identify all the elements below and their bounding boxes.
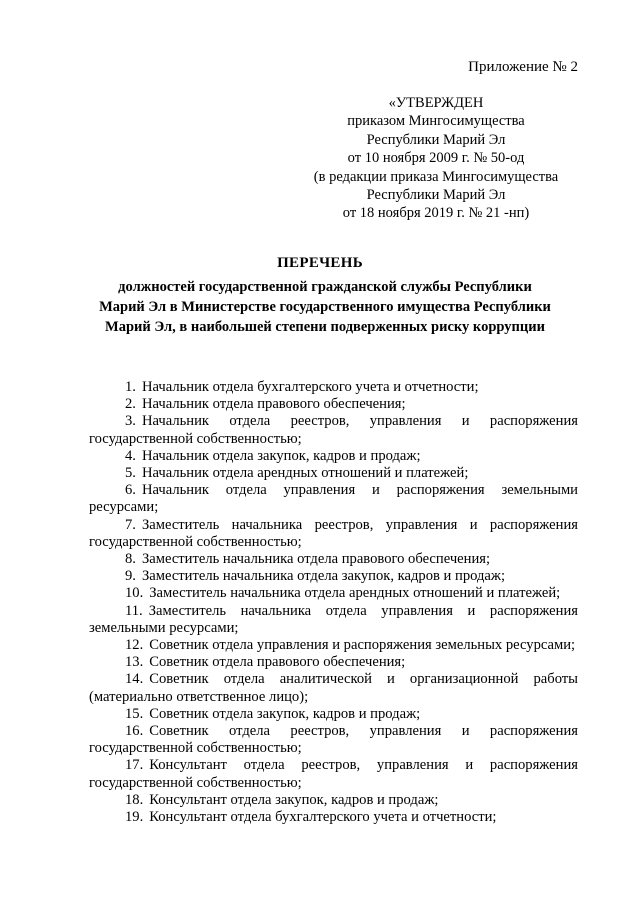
list-item: [89, 792, 578, 809]
item-number: 3.: [125, 413, 136, 430]
item-text: Советник отдела правового обеспечения;: [149, 654, 406, 671]
item-text: Советник отдела закупок, кадров и продаж;: [149, 705, 421, 722]
approval-line: от 10 ноября 2009 г. № 50-од: [347, 150, 525, 167]
item-text: Начальник отдела бухгалтерского учета и отчетности;: [141, 379, 479, 395]
item-text: Консультант отдела реестров, управления и распоряжения государственной собственностью;: [89, 757, 578, 791]
list-item: [89, 568, 578, 585]
subtitle-line: Марий Эл в Министерстве государственного имущества Республики: [99, 299, 551, 315]
list-item: [89, 379, 578, 396]
item-text: Заместитель начальника отдела закупок, кадров и продаж;: [141, 568, 506, 585]
item-text: Начальник отдела реестров, управления и распоряжения государственной собственностью;: [89, 413, 578, 447]
item-text: Начальник отдела закупок, кадров и продаж;: [141, 447, 421, 464]
list-item: [89, 517, 578, 551]
item-text: Начальник отдела арендных отношений и платежей;: [141, 465, 469, 482]
approval-line: Республики Марий Эл: [366, 131, 506, 148]
approval-stamp: [300, 94, 572, 223]
item-text: Консультант отдела бухгалтерского учета и отчетности;: [149, 809, 497, 826]
approval-line: «УТВЕРЖДЕН: [388, 95, 484, 111]
item-text: Советник отдела управления и распоряжения земельных ресурсами;: [149, 637, 576, 654]
item-number: 1.: [125, 379, 136, 395]
list-item: [89, 413, 578, 447]
item-text: Начальник отдела правового обеспечения;: [141, 396, 406, 413]
item-number: 12.: [125, 637, 144, 654]
item-text: Заместитель начальника отдела управления и распоряжения земельными ресурсами;: [89, 602, 578, 636]
list-item: [89, 671, 578, 705]
item-number: 7.: [125, 516, 136, 533]
item-text: Заместитель начальника реестров, управления и распоряжения государственной собственностью;: [89, 516, 578, 550]
approval-line: приказом Мингосимущества: [347, 113, 525, 130]
list-item: [89, 706, 578, 723]
list-item: [89, 723, 578, 757]
item-text: Консультант отдела закупок, кадров и продаж;: [149, 791, 439, 808]
item-number: 19.: [125, 809, 144, 826]
item-number: 13.: [125, 654, 144, 671]
list-item: [89, 637, 578, 654]
list-item: [89, 757, 578, 791]
list-item: [89, 585, 578, 602]
item-text: Начальник отдела управления и распоряжения земельными ресурсами;: [89, 482, 578, 516]
document-title: ПЕРЕЧЕНЬ: [277, 255, 363, 271]
item-number: 15.: [125, 705, 144, 722]
item-number: 5.: [125, 465, 136, 482]
subtitle-line: должностей государственной гражданской службы Республики: [118, 279, 532, 295]
approval-line: от 18 ноября 2019 г. № 21 -нп): [342, 205, 530, 222]
item-text: Советник отдела реестров, управления и распоряжения государственной собственностью;: [89, 723, 578, 757]
item-number: 8.: [125, 551, 136, 568]
item-text: Заместитель начальника отдела арендных отношений и платежей;: [149, 585, 561, 602]
item-number: 18.: [125, 791, 144, 808]
document-subtitle: [80, 277, 570, 337]
item-text: Советник отдела аналитической и организационной работы (материально ответственное лицо);: [89, 671, 578, 705]
item-number: 17.: [125, 757, 144, 774]
item-number: 10.: [125, 585, 144, 602]
list-item: [89, 448, 578, 465]
item-number: 2.: [125, 396, 136, 413]
list-item: [89, 465, 578, 482]
item-number: 9.: [125, 568, 136, 585]
approval-line: Республики Марий Эл: [366, 187, 506, 204]
item-number: 14.: [125, 671, 144, 688]
item-number: 4.: [125, 447, 136, 464]
list-item: [89, 482, 578, 516]
subtitle-line: Марий Эл, в наибольшей степени подверженных риску коррупции: [105, 319, 545, 335]
positions-list: [89, 379, 578, 826]
item-number: 6.: [125, 482, 136, 499]
item-text: Заместитель начальника отдела правового обеспечения;: [141, 551, 491, 568]
list-item: [89, 654, 578, 671]
item-number: 16.: [125, 723, 144, 740]
appendix-label: Приложение № 2: [468, 59, 578, 75]
list-item: [89, 396, 578, 413]
item-number: 11.: [125, 602, 143, 619]
approval-line: (в редакции приказа Мингосимущества: [313, 168, 559, 185]
list-item: [89, 809, 578, 826]
list-item: [89, 551, 578, 568]
list-item: [89, 603, 578, 637]
